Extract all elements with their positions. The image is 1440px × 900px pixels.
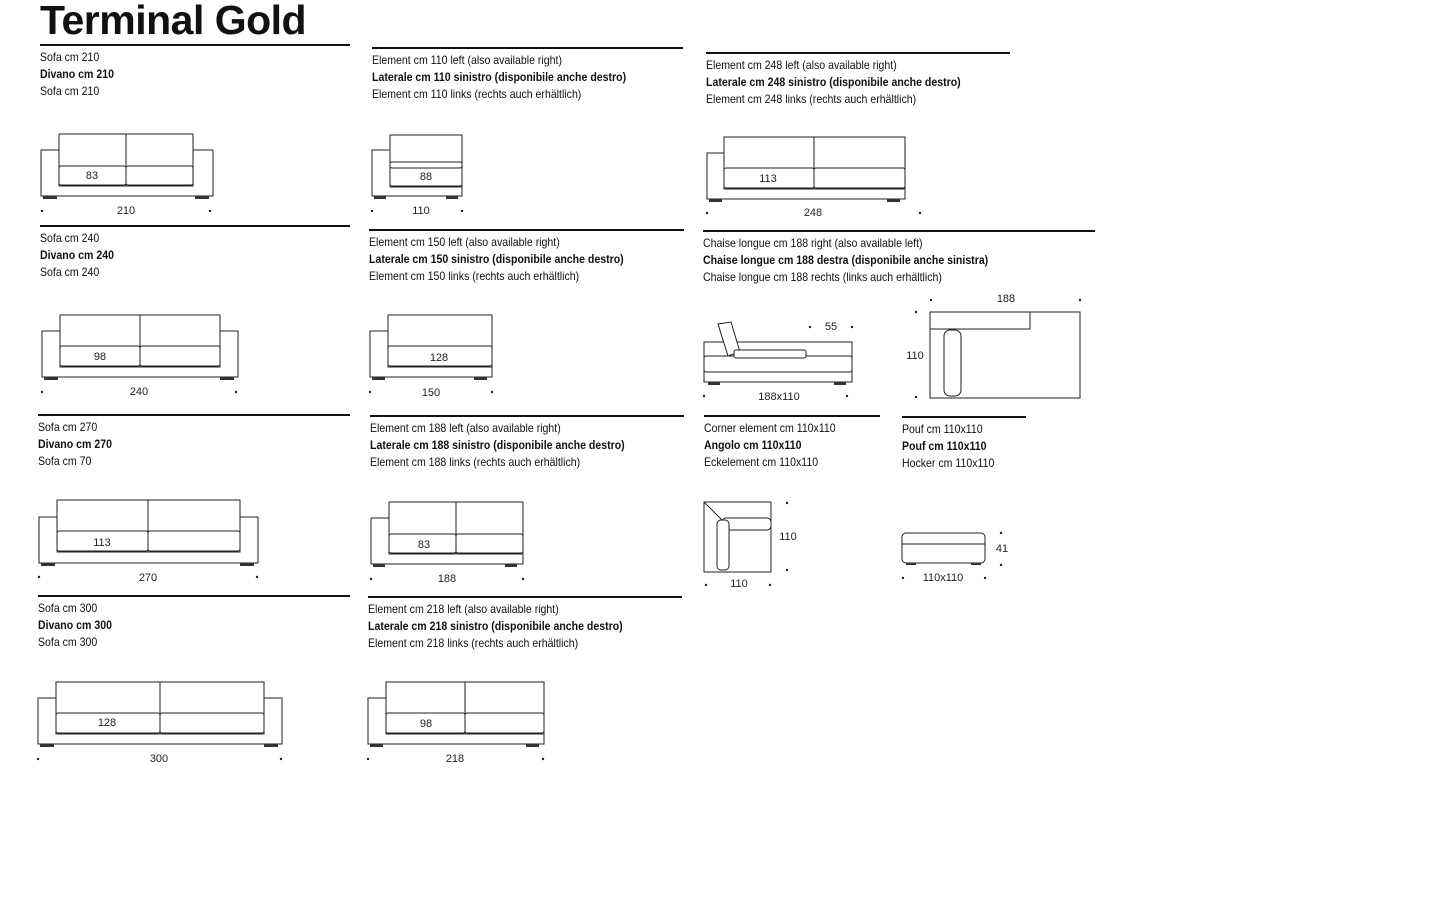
width-label: 300 bbox=[149, 753, 169, 765]
label-de: Element cm 218 links (rechts auch erhältlich) bbox=[368, 636, 579, 650]
element-110-drawing bbox=[368, 130, 468, 220]
label-en: Element cm 248 left (also available right) bbox=[706, 58, 897, 72]
element-188-drawing bbox=[367, 498, 532, 588]
label-de: Sofa cm 300 bbox=[38, 635, 98, 649]
label-it: Laterale cm 110 sinistro (disponibile anche destro) bbox=[372, 70, 627, 84]
width-label: 248 bbox=[803, 207, 823, 219]
seat-depth-label: 88 bbox=[419, 171, 433, 183]
sofa-240-drawing bbox=[38, 311, 243, 401]
sofa-210-drawing bbox=[38, 130, 218, 220]
section-sofa-240 bbox=[40, 225, 350, 281]
label-it: Pouf cm 110x110 bbox=[902, 439, 987, 453]
label-it: Angolo cm 110x110 bbox=[704, 438, 802, 452]
chaise-longue-front-drawing bbox=[700, 316, 865, 406]
label-de: Hocker cm 110x110 bbox=[902, 456, 995, 470]
label-en: Element cm 188 left (also available right) bbox=[370, 421, 561, 435]
label-en: Element cm 110 left (also available right) bbox=[372, 53, 562, 67]
label-en: Element cm 150 left (also available right) bbox=[369, 235, 560, 249]
label-en: Element cm 218 left (also available right) bbox=[368, 602, 559, 616]
label-it: Chaise longue cm 188 destra (disponibile anche sinistra) bbox=[703, 253, 989, 267]
label-en: Corner element cm 110x110 bbox=[704, 421, 836, 435]
width-label: 150 bbox=[421, 387, 441, 399]
sofa-300-drawing bbox=[34, 678, 289, 768]
seat-depth-label: 83 bbox=[417, 539, 431, 551]
seat-depth-label: 98 bbox=[419, 718, 433, 730]
seat-depth-label: 113 bbox=[93, 537, 111, 549]
label-it: Laterale cm 248 sinistro (disponibile anche destro) bbox=[706, 75, 961, 89]
label-it: Divano cm 240 bbox=[40, 248, 114, 262]
label-de: Sofa cm 210 bbox=[40, 84, 100, 98]
width-label: 218 bbox=[445, 753, 465, 765]
width-label: 110 bbox=[730, 578, 748, 590]
section-sofa-270 bbox=[38, 414, 350, 470]
section-element-188 bbox=[370, 415, 684, 471]
section-element-218 bbox=[368, 596, 682, 652]
corner-element-drawing bbox=[700, 498, 810, 593]
label-de: Element cm 248 links (rechts auch erhältlich) bbox=[706, 92, 917, 106]
depth-label: 110 bbox=[779, 531, 797, 543]
section-element-150 bbox=[369, 229, 684, 285]
section-sofa-210 bbox=[40, 44, 350, 100]
label-it: Laterale cm 150 sinistro (disponibile anche destro) bbox=[369, 252, 624, 266]
label-de: Element cm 188 links (rechts auch erhältlich) bbox=[370, 455, 581, 469]
top-width-label: 188 bbox=[996, 293, 1016, 305]
width-label: 240 bbox=[129, 386, 149, 398]
label-it: Laterale cm 218 sinistro (disponibile anche destro) bbox=[368, 619, 623, 633]
section-pouf bbox=[902, 416, 1026, 472]
label-de: Element cm 110 links (rechts auch erhältlich) bbox=[372, 87, 582, 101]
label-de: Element cm 150 links (rechts auch erhältlich) bbox=[369, 269, 580, 283]
width-label: 210 bbox=[116, 205, 136, 217]
label-en: Sofa cm 210 bbox=[40, 50, 100, 64]
sofa-270-drawing bbox=[35, 496, 265, 586]
label-de: Sofa cm 70 bbox=[38, 454, 92, 468]
element-150-drawing bbox=[366, 311, 498, 401]
label-en: Pouf cm 110x110 bbox=[902, 422, 983, 436]
seat-depth-label: 128 bbox=[97, 717, 117, 729]
pouf-drawing bbox=[898, 528, 1013, 588]
seat-depth-label: 98 bbox=[93, 351, 107, 363]
label-en: Sofa cm 270 bbox=[38, 420, 98, 434]
section-sofa-300 bbox=[38, 595, 350, 651]
label-en: Sofa cm 300 bbox=[38, 601, 98, 615]
seat-depth-label: 83 bbox=[85, 170, 99, 182]
section-corner-element bbox=[704, 415, 880, 471]
label-it: Divano cm 270 bbox=[38, 437, 112, 451]
height-label: 41 bbox=[995, 543, 1009, 555]
width-label: 188 bbox=[437, 573, 457, 585]
front-dim-label: 188x110 bbox=[758, 391, 800, 403]
seat-depth-label: 128 bbox=[429, 352, 449, 364]
width-label: 270 bbox=[138, 572, 158, 584]
label-de: Eckelement cm 110x110 bbox=[704, 455, 819, 469]
label-it: Divano cm 210 bbox=[40, 67, 114, 81]
width-label: 110 bbox=[412, 205, 430, 217]
label-it: Divano cm 300 bbox=[38, 618, 112, 632]
size-label: 110x110 bbox=[922, 572, 964, 584]
page-title: Terminal Gold bbox=[40, 0, 307, 43]
element-248-drawing bbox=[703, 133, 923, 223]
label-en: Sofa cm 240 bbox=[40, 231, 100, 245]
seat-depth-label: 113 bbox=[759, 173, 777, 185]
chaise-longue-top-drawing bbox=[900, 290, 1090, 405]
element-218-drawing bbox=[364, 678, 549, 768]
label-it: Laterale cm 188 sinistro (disponibile anche destro) bbox=[370, 438, 625, 452]
top-depth-label: 110 bbox=[906, 350, 924, 362]
section-element-248 bbox=[706, 52, 1010, 108]
side-depth-label: 55 bbox=[824, 321, 838, 333]
section-element-110 bbox=[372, 47, 683, 103]
label-de: Sofa cm 240 bbox=[40, 265, 100, 279]
label-en: Chaise longue cm 188 right (also available left) bbox=[703, 236, 923, 250]
label-de: Chaise longue cm 188 rechts (links auch erhältlich) bbox=[703, 270, 942, 284]
section-chaise-longue-188 bbox=[703, 230, 1095, 286]
